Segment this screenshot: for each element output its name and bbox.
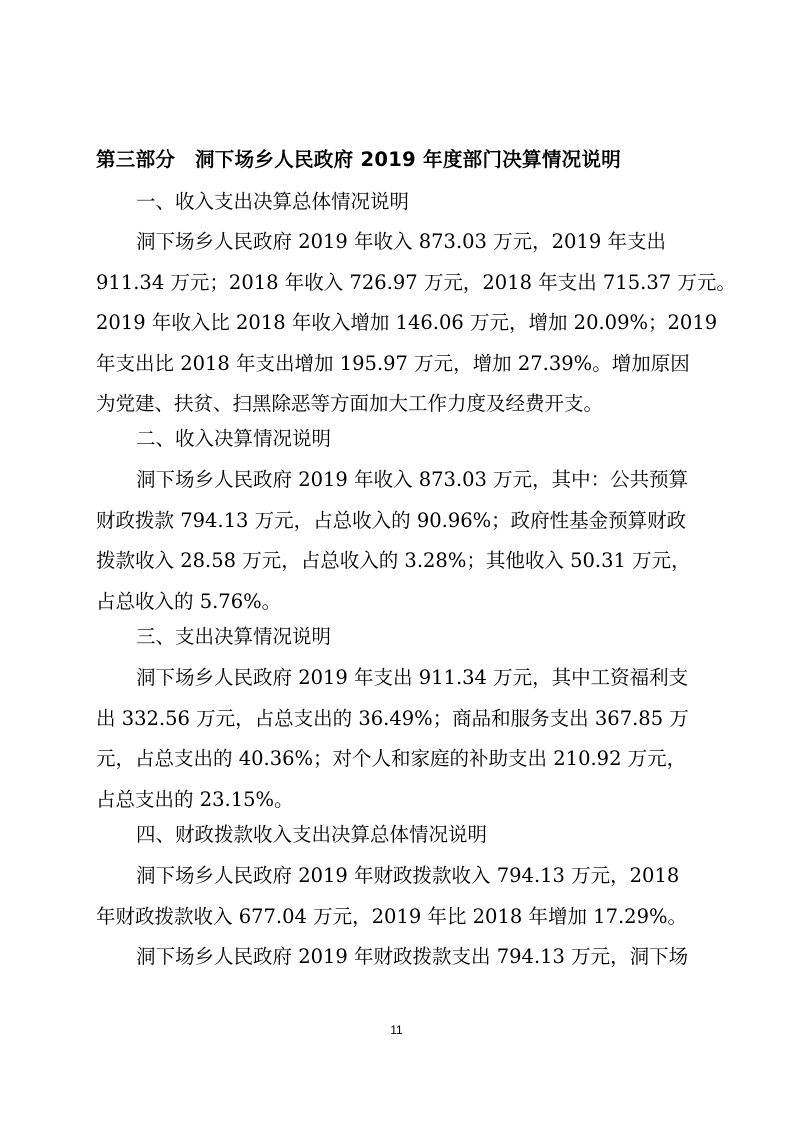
section-heading-3: 三、支出决算情况说明 [136,625,332,648]
section-2-paragraph [96,460,700,622]
paragraph-line: 拨款收入 28.58 万元，占总收入的 3.28%；其他收入 50.31 万元， [96,549,691,572]
paragraph-line: 出 332.56 万元，占总支出的 36.49%；商品和服务支出 367.85 万 [96,706,689,730]
page-number: 11 [390,1023,403,1037]
paragraph-line: 洞下场乡人民政府 2019 年支出 911.34 万元，其中工资福利支 [136,666,689,689]
paragraph-line: 财政拨款 794.13 万元，占总收入的 90.96%；政府性基金预算财政 [96,508,687,532]
paragraph-line: 年财政拨款收入 677.04 万元，2019 年比 2018 年增加 17.29%。 [96,904,688,928]
section-3-paragraph [96,658,700,820]
paragraph-line: 2019 年收入比 2018 年收入增加 146.06 万元，增加 20.09%；2019 [96,311,718,334]
paragraph-line: 洞下场乡人民政府 2019 年收入 873.03 万元，2019 年支出 [136,230,666,253]
section-heading-2: 二、收入决算情况说明 [136,427,332,450]
paragraph-line: 占总收入的 5.76%。 [96,589,282,613]
page-title: 第三部分 洞下场乡人民政府 2019 年度部门决算情况说明 [96,148,622,171]
paragraph-line: 911.34 万元；2018 年收入 726.97 万元，2018 年支出 715.37 万元。 [96,270,736,294]
paragraph-line: 元，占总支出的 40.36%；对个人和家庭的补助支出 210.92 万元， [96,747,687,770]
paragraph-line: 洞下场乡人民政府 2019 年财政拨款支出 794.13 万元，洞下场 [136,945,689,968]
section-4-paragraph-2 [96,937,700,978]
section-heading-1: 一、收入支出决算总体情况说明 [136,190,410,213]
section-4-paragraph-1 [96,856,700,937]
paragraph-line: 为党建、扶贫、扫黑除恶等方面加大工作力度及经费开支。 [96,392,604,415]
section-1-paragraph [96,222,736,425]
paragraph-line: 洞下场乡人民政府 2019 年收入 873.03 万元，其中：公共预算 [136,468,689,491]
paragraph-line: 占总支出的 23.15%。 [96,787,294,811]
paragraph-line: 洞下场乡人民政府 2019 年财政拨款收入 794.13 万元，2018 [136,864,680,887]
paragraph-line: 年支出比 2018 年支出增加 195.97 万元，增加 27.39%。增加原因 [96,351,690,375]
section-heading-4: 四、财政拨款收入支出决算总体情况说明 [136,823,488,846]
